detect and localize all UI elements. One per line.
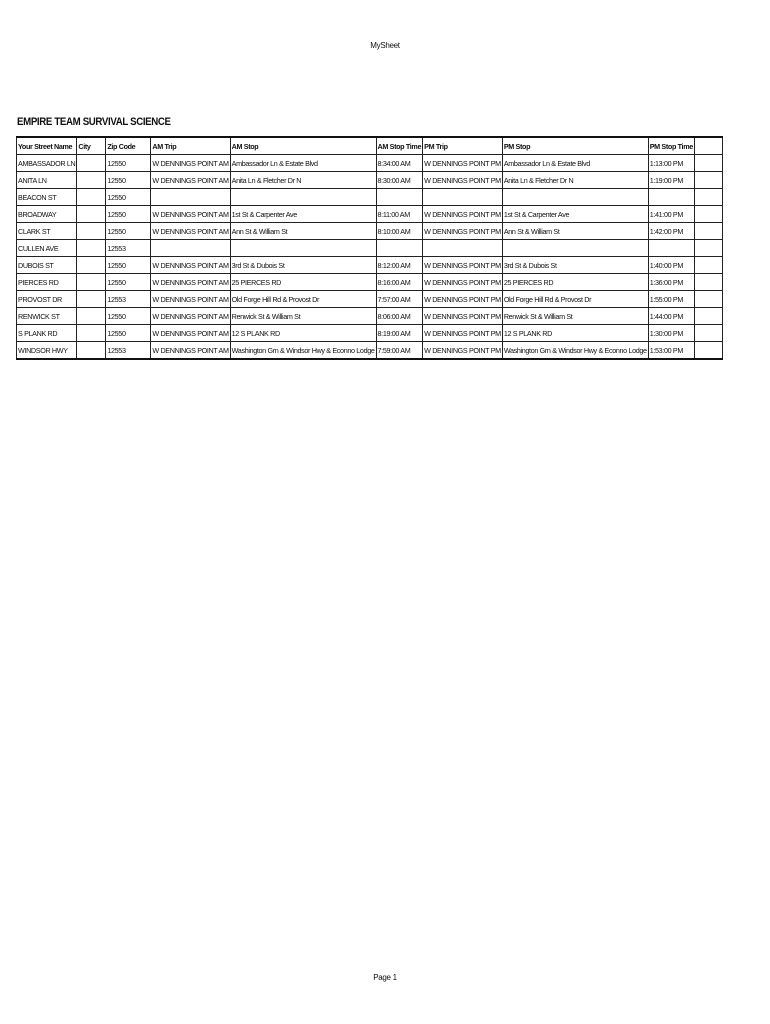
- col-header-blank: [694, 137, 722, 155]
- am-stop-cell: 1st St & Carpenter Ave: [230, 206, 376, 223]
- street-name-cell: S PLANK RD: [17, 325, 77, 342]
- city-cell: [77, 240, 106, 257]
- am-stop-cell: 12 S PLANK RD: [230, 325, 376, 342]
- am-stop-time-cell: 8:12:00 AM: [376, 257, 423, 274]
- table-row: [17, 206, 723, 223]
- blank-cell: [694, 206, 722, 223]
- table-row: [17, 342, 723, 360]
- pm-stop-cell: [502, 189, 648, 206]
- pm-stop-time-cell: [648, 240, 694, 257]
- table-row: [17, 155, 723, 172]
- col-header-am-stop: AM Stop: [230, 137, 376, 155]
- blank-cell: [694, 274, 722, 291]
- zip-code-cell: 12550: [106, 325, 151, 342]
- city-cell: [77, 206, 106, 223]
- blank-cell: [694, 189, 722, 206]
- pm-stop-cell: Anita Ln & Fletcher Dr N: [502, 172, 648, 189]
- table-row: [17, 291, 723, 308]
- blank-cell: [694, 325, 722, 342]
- am-trip-cell: W DENNINGS POINT AM: [151, 308, 230, 325]
- am-trip-cell: W DENNINGS POINT AM: [151, 342, 230, 360]
- zip-code-cell: 12550: [106, 189, 151, 206]
- pm-stop-cell: Ambassador Ln & Estate Blvd: [502, 155, 648, 172]
- am-trip-cell: W DENNINGS POINT AM: [151, 206, 230, 223]
- zip-code-cell: 12550: [106, 172, 151, 189]
- street-name-cell: WINDSOR HWY: [17, 342, 77, 360]
- pm-trip-cell: W DENNINGS POINT PM: [423, 308, 503, 325]
- table-row: [17, 257, 723, 274]
- table-row: [17, 308, 723, 325]
- street-name-cell: ANITA LN: [17, 172, 77, 189]
- am-stop-cell: [230, 189, 376, 206]
- pm-trip-cell: W DENNINGS POINT PM: [423, 223, 503, 240]
- zip-code-cell: 12550: [106, 206, 151, 223]
- pm-trip-cell: W DENNINGS POINT PM: [423, 342, 503, 360]
- pm-trip-cell: W DENNINGS POINT PM: [423, 325, 503, 342]
- pm-stop-time-cell: 1:44:00 PM: [648, 308, 694, 325]
- pm-stop-time-cell: 1:19:00 PM: [648, 172, 694, 189]
- pm-stop-cell: Ann St & William St: [502, 223, 648, 240]
- city-cell: [77, 342, 106, 360]
- am-trip-cell: [151, 240, 230, 257]
- street-name-cell: RENWICK ST: [17, 308, 77, 325]
- city-cell: [77, 172, 106, 189]
- document-title: EMPIRE TEAM SURVIVAL SCIENCE: [17, 116, 171, 128]
- pm-stop-cell: 12 S PLANK RD: [502, 325, 648, 342]
- am-trip-cell: [151, 189, 230, 206]
- pm-trip-cell: [423, 240, 503, 257]
- zip-code-cell: 12550: [106, 308, 151, 325]
- col-header-zip-code: Zip Code: [106, 137, 151, 155]
- pm-stop-cell: 1st St & Carpenter Ave: [502, 206, 648, 223]
- table-header-row: [17, 137, 723, 155]
- table-row: [17, 172, 723, 189]
- sheet-name-header: MySheet: [370, 41, 400, 50]
- table-row: [17, 325, 723, 342]
- pm-stop-time-cell: [648, 189, 694, 206]
- blank-cell: [694, 342, 722, 360]
- zip-code-cell: 12550: [106, 257, 151, 274]
- col-header-pm-stop: PM Stop: [502, 137, 648, 155]
- city-cell: [77, 325, 106, 342]
- pm-trip-cell: W DENNINGS POINT PM: [423, 274, 503, 291]
- pm-stop-time-cell: 1:41:00 PM: [648, 206, 694, 223]
- city-cell: [77, 274, 106, 291]
- col-header-city: City: [77, 137, 106, 155]
- zip-code-cell: 12553: [106, 240, 151, 257]
- zip-code-cell: 12550: [106, 155, 151, 172]
- table-row: [17, 223, 723, 240]
- pm-stop-time-cell: 1:36:00 PM: [648, 274, 694, 291]
- city-cell: [77, 155, 106, 172]
- am-stop-time-cell: 8:06:00 AM: [376, 308, 423, 325]
- blank-cell: [694, 308, 722, 325]
- am-trip-cell: W DENNINGS POINT AM: [151, 172, 230, 189]
- table-row: [17, 274, 723, 291]
- am-stop-time-cell: [376, 240, 423, 257]
- street-name-cell: CLARK ST: [17, 223, 77, 240]
- street-name-cell: BEACON ST: [17, 189, 77, 206]
- pm-trip-cell: W DENNINGS POINT PM: [423, 155, 503, 172]
- am-stop-time-cell: 8:19:00 AM: [376, 325, 423, 342]
- zip-code-cell: 12553: [106, 342, 151, 360]
- am-trip-cell: W DENNINGS POINT AM: [151, 155, 230, 172]
- city-cell: [77, 291, 106, 308]
- pm-stop-time-cell: 1:55:00 PM: [648, 291, 694, 308]
- pm-stop-cell: Washington Grn & Windsor Hwy & Econno Lodge: [502, 342, 648, 360]
- pm-stop-time-cell: 1:42:00 PM: [648, 223, 694, 240]
- am-stop-cell: Washington Grn & Windsor Hwy & Econno Lodge: [230, 342, 376, 360]
- am-stop-time-cell: 8:34:00 AM: [376, 155, 423, 172]
- am-trip-cell: W DENNINGS POINT AM: [151, 325, 230, 342]
- col-header-pm-trip: PM Trip: [423, 137, 503, 155]
- am-stop-time-cell: 8:30:00 AM: [376, 172, 423, 189]
- pm-trip-cell: [423, 189, 503, 206]
- am-stop-time-cell: 8:16:00 AM: [376, 274, 423, 291]
- street-name-cell: BROADWAY: [17, 206, 77, 223]
- zip-code-cell: 12550: [106, 223, 151, 240]
- am-stop-time-cell: [376, 189, 423, 206]
- city-cell: [77, 189, 106, 206]
- am-stop-time-cell: 7:59:00 AM: [376, 342, 423, 360]
- street-name-cell: PIERCES RD: [17, 274, 77, 291]
- zip-code-cell: 12553: [106, 291, 151, 308]
- pm-trip-cell: W DENNINGS POINT PM: [423, 206, 503, 223]
- am-stop-cell: Anita Ln & Fletcher Dr N: [230, 172, 376, 189]
- am-stop-cell: Ann St & William St: [230, 223, 376, 240]
- pm-stop-time-cell: 1:30:00 PM: [648, 325, 694, 342]
- col-header-street-name: Your Street Name: [17, 137, 77, 155]
- city-cell: [77, 308, 106, 325]
- pm-trip-cell: W DENNINGS POINT PM: [423, 172, 503, 189]
- col-header-am-trip: AM Trip: [151, 137, 230, 155]
- am-trip-cell: W DENNINGS POINT AM: [151, 257, 230, 274]
- am-stop-time-cell: 8:11:00 AM: [376, 206, 423, 223]
- pm-stop-cell: Renwick St & William St: [502, 308, 648, 325]
- pm-stop-time-cell: 1:40:00 PM: [648, 257, 694, 274]
- pm-stop-cell: [502, 240, 648, 257]
- blank-cell: [694, 257, 722, 274]
- pm-stop-time-cell: 1:13:00 PM: [648, 155, 694, 172]
- pm-trip-cell: W DENNINGS POINT PM: [423, 257, 503, 274]
- city-cell: [77, 257, 106, 274]
- am-stop-cell: [230, 240, 376, 257]
- zip-code-cell: 12550: [106, 274, 151, 291]
- table-body: [17, 155, 723, 360]
- street-name-cell: DUBOIS ST: [17, 257, 77, 274]
- page-number-footer: Page 1: [373, 973, 397, 982]
- street-name-cell: PROVOST DR: [17, 291, 77, 308]
- pm-stop-cell: 25 PIERCES RD: [502, 274, 648, 291]
- am-trip-cell: W DENNINGS POINT AM: [151, 223, 230, 240]
- pm-stop-cell: Old Forge Hill Rd & Provost Dr: [502, 291, 648, 308]
- street-name-cell: CULLEN AVE: [17, 240, 77, 257]
- blank-cell: [694, 155, 722, 172]
- blank-cell: [694, 291, 722, 308]
- am-stop-cell: 3rd St & Dubois St: [230, 257, 376, 274]
- am-stop-time-cell: 7:57:00 AM: [376, 291, 423, 308]
- am-trip-cell: W DENNINGS POINT AM: [151, 274, 230, 291]
- blank-cell: [694, 172, 722, 189]
- table-row: [17, 189, 723, 206]
- am-stop-cell: Renwick St & William St: [230, 308, 376, 325]
- table-row: [17, 240, 723, 257]
- am-stop-time-cell: 8:10:00 AM: [376, 223, 423, 240]
- pm-stop-time-cell: 1:53:00 PM: [648, 342, 694, 360]
- am-stop-cell: Ambassador Ln & Estate Blvd: [230, 155, 376, 172]
- street-name-cell: AMBASSADOR LN: [17, 155, 77, 172]
- city-cell: [77, 223, 106, 240]
- blank-cell: [694, 223, 722, 240]
- col-header-am-stop-time: AM Stop Time: [376, 137, 423, 155]
- am-stop-cell: 25 PIERCES RD: [230, 274, 376, 291]
- blank-cell: [694, 240, 722, 257]
- col-header-pm-stop-time: PM Stop Time: [648, 137, 694, 155]
- am-trip-cell: W DENNINGS POINT AM: [151, 291, 230, 308]
- pm-stop-cell: 3rd St & Dubois St: [502, 257, 648, 274]
- bus-stop-table: [16, 136, 723, 360]
- pm-trip-cell: W DENNINGS POINT PM: [423, 291, 503, 308]
- am-stop-cell: Old Forge Hill Rd & Provost Dr: [230, 291, 376, 308]
